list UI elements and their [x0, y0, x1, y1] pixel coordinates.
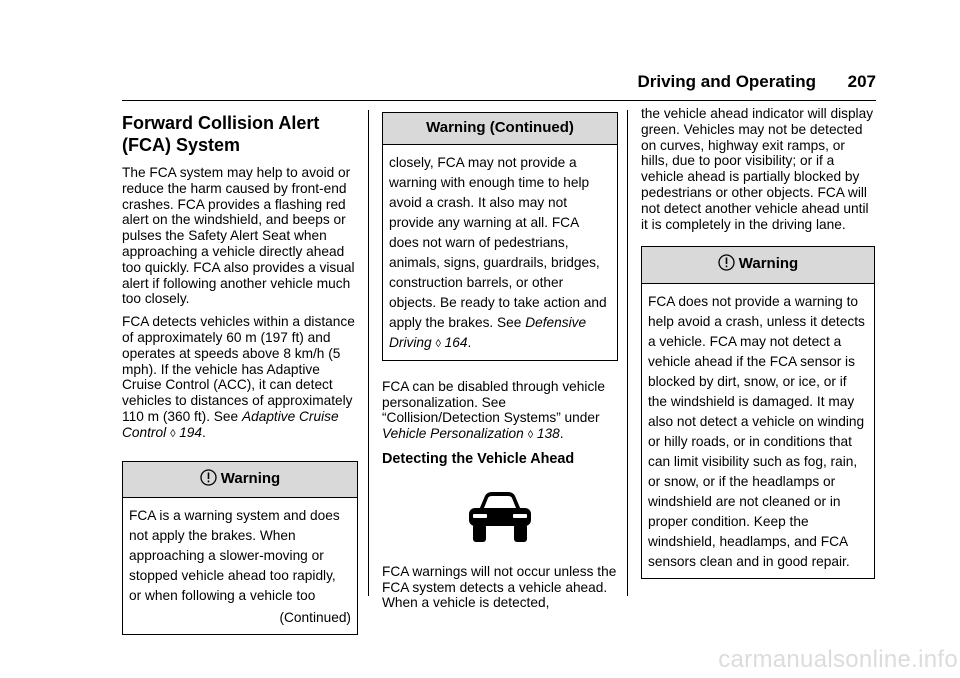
- warning-box: [641, 246, 875, 579]
- warning-text-body: closely, FCA may not provide a warning with enough time to help avoid a crash. It also may not provide any warning at all. FCA does not warn of pedestrians, animals, signs, guardrails, bridges, construction barrels, or other objects. Be ready to take action and apply the brakes. See: [389, 154, 607, 330]
- section-heading-line1: Forward Collision Alert: [122, 113, 320, 133]
- cross-reference-title: Adaptive Cruise Control: [122, 408, 339, 440]
- section-title: Driving and Operating: [637, 72, 816, 91]
- warning-text: FCA is a warning system and does not apply the brakes. When approaching a slower-moving or stopped vehicle ahead too rapidly, or when following a vehicle too: [129, 508, 340, 604]
- warning-text: FCA does not provide a warning to help avoid a crash, unless it detects a vehicle. FCA may not detect a vehicle ahead if the FCA sensor is blocked by dirt, snow, or ice, or if the windshield is damaged. It may also not detect a vehicle on winding or hilly roads, or in conditions that can limit visibility such as fog, rain, or snow, or if the headlamps or windshield are not cleaned or in proper condition. Keep the windshield, headlamps, and FCA sensors clean and in good repair.: [648, 294, 865, 570]
- continued-label: (Continued): [279, 610, 351, 626]
- warning-icon: [718, 254, 735, 275]
- warning-header: [642, 247, 874, 284]
- warning-title: Warning: [738, 255, 799, 273]
- warning-body: [123, 498, 357, 634]
- warning-box: [122, 461, 358, 636]
- warning-icon: [200, 469, 217, 490]
- cross-reference-page: 164: [444, 334, 468, 350]
- column-divider-1: [368, 110, 369, 596]
- warning-body: [383, 145, 617, 360]
- column-2: [382, 112, 618, 618]
- paragraph: FCA can be disabled through vehicle personalization. See “Collision/Detection Systems” under Vehicle Personalization ◊ 138.: [382, 378, 605, 442]
- paragraph-text: FCA can be disabled through vehicle personalization. See “Collision/Detection Systems” under: [382, 378, 605, 426]
- warning-header: [123, 462, 357, 499]
- watermark-text: carmanualsonline.info: [718, 646, 958, 673]
- cross-reference-page: 194: [179, 424, 203, 440]
- page-number: 207: [847, 72, 876, 91]
- cross-reference-page: 138: [536, 426, 560, 442]
- section-heading-line2: (FCA) System: [122, 135, 241, 155]
- cross-reference-title: Defensive Driving: [389, 314, 587, 350]
- warning-title: Warning: [220, 469, 281, 487]
- paragraph-text: FCA detects vehicles within a distance of approximately 60 m (197 ft) and operates at speeds above 8 km/h (5 mph). If the vehicle has Adaptive Cruise Control (ACC), it can detect vehicles to distances of approximately 110 m (360 ft). See: [122, 314, 355, 424]
- header-rule: [122, 100, 876, 101]
- cross-reference-title: Vehicle Personalization: [382, 426, 524, 442]
- paragraph: FCA warnings will not occur unless the FCA system detects a vehicle ahead. When a vehicle is detected,: [382, 563, 617, 611]
- section-heading: [122, 112, 358, 156]
- subheading: Detecting the Vehicle Ahead: [382, 450, 575, 467]
- warning-text: closely, FCA may not provide a warning with enough time to help avoid a crash. It also may not provide any warning at all. FCA does not warn of pedestrians, animals, signs, guardrails, bridges, construction barrels, or other objects. Be ready to take action and apply the brakes. See Defensive Driving ◊ 164.: [389, 154, 607, 350]
- paragraph: the vehicle ahead indicator will display green. Vehicles may not be detected on curves, highway exit ramps, or hills, due to poor visibility; or if a vehicle ahead is partially blocked by pedestrians or other objects. FCA will not detect another vehicle ahead until it is completely in the driving lane.: [641, 106, 874, 232]
- cross-reference-icon: ◊: [169, 427, 176, 440]
- column-1: [122, 108, 358, 645]
- paragraph: The FCA system may help to avoid or reduce the harm caused by front-end crashes. FCA provides a flashing red alert on the windshield, and beeps or pulses the Safety Alert Seat when approaching a vehicle directly ahead too quickly. FCA also provides a visual alert if following another vehicle much too closely.: [122, 165, 355, 307]
- column-3: [627, 106, 875, 589]
- cross-reference-icon: ◊: [527, 429, 534, 442]
- cross-reference-link[interactable]: [382, 426, 560, 441]
- cross-reference-icon: ◊: [435, 337, 441, 350]
- watermark: [0, 646, 960, 674]
- warning-body: [642, 284, 874, 578]
- warning-box-continued: [382, 112, 618, 361]
- warning-header: Warning (Continued): [383, 113, 617, 145]
- paragraph: FCA detects vehicles within a distance of approximately 60 m (197 ft) and operates at speeds above 8 km/h (5 mph). If the vehicle has Adaptive Cruise Control (ACC), it can detect vehicles to distances of approximately 110 m (360 ft). See Adaptive Cruise Control ◊ 194.: [122, 314, 355, 440]
- vehicle-ahead-icon: [465, 488, 535, 550]
